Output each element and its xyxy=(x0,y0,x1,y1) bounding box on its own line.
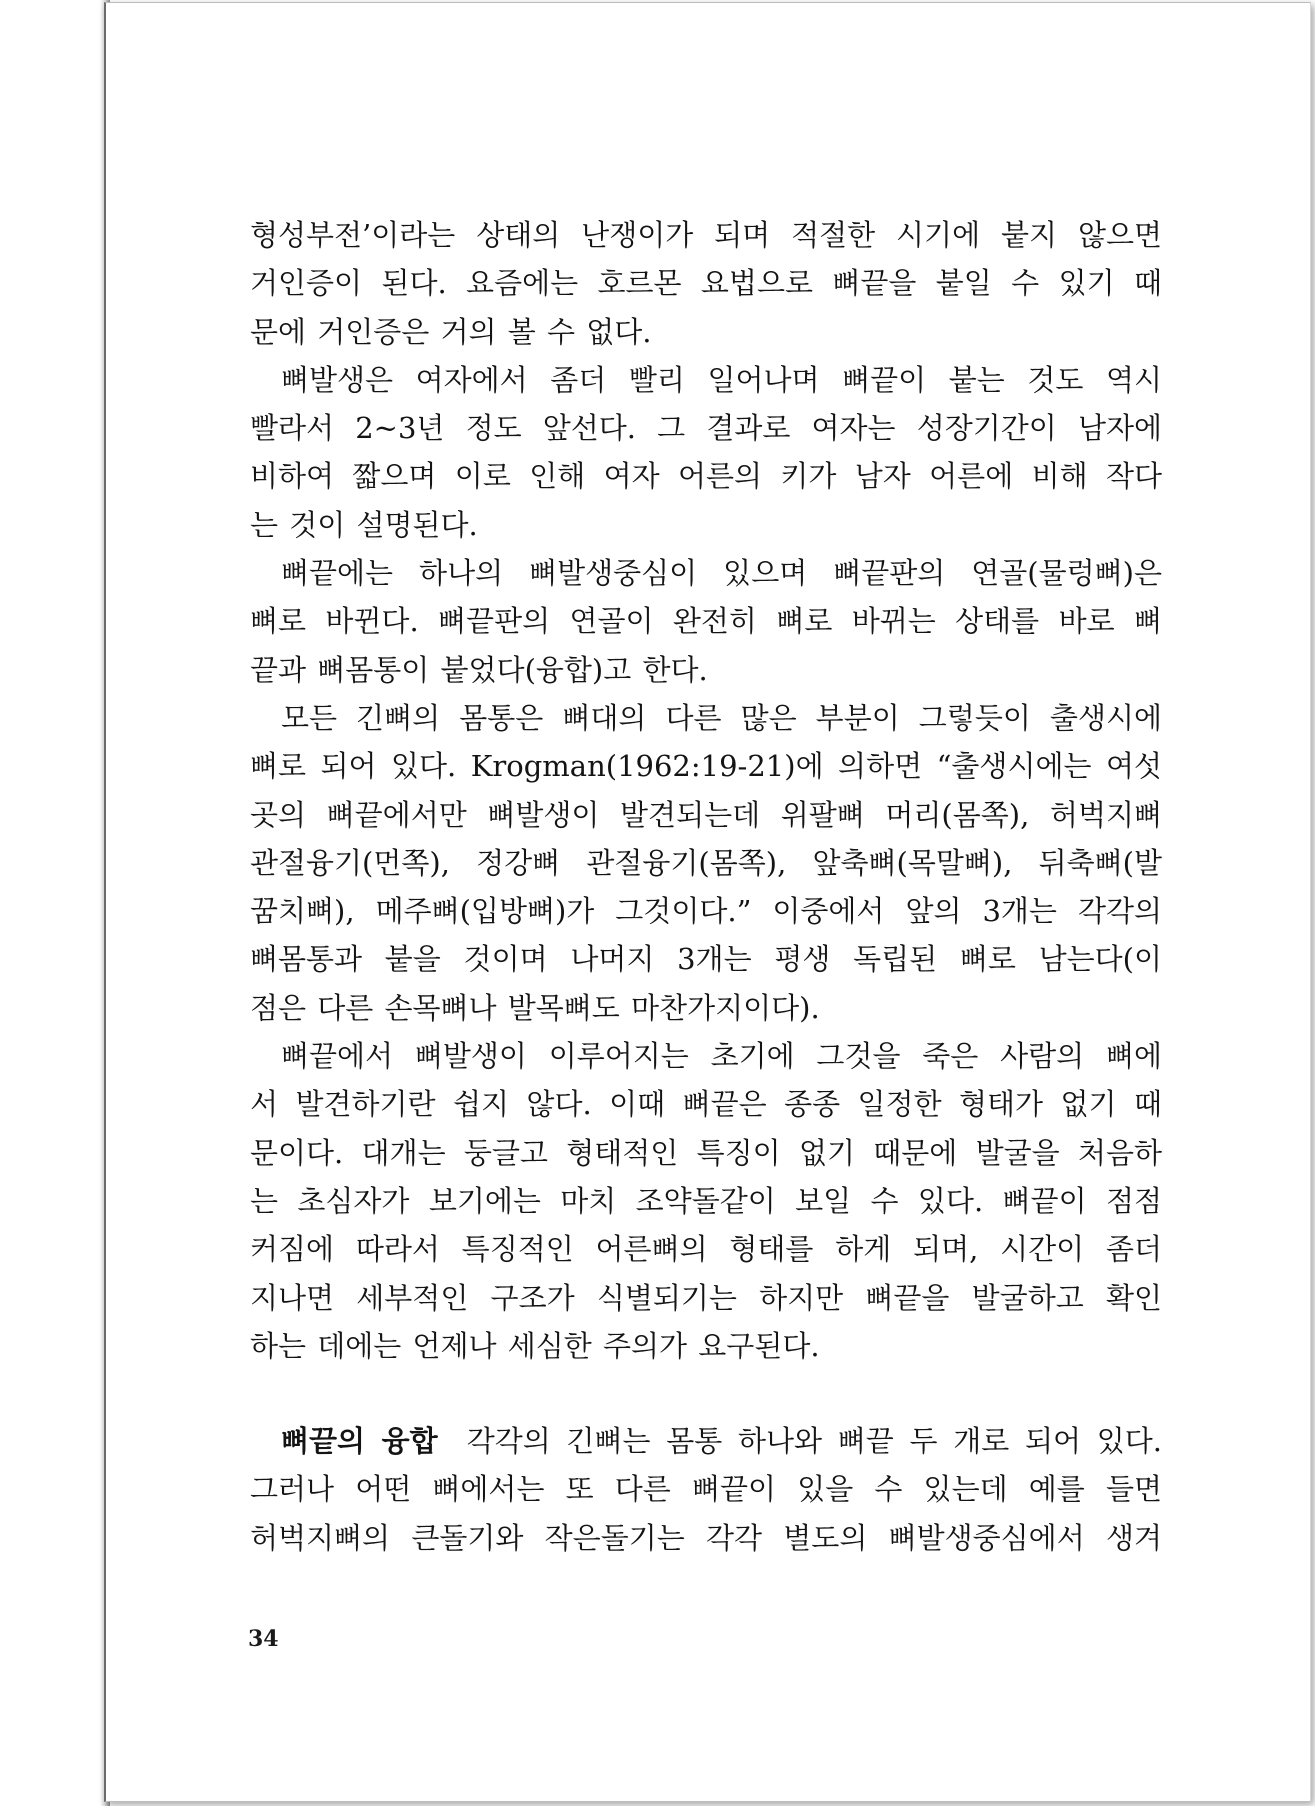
text-line xyxy=(250,1417,1162,1465)
text-line: 뼈끝에서 뼈발생이 이루어지는 초기에 그것을 죽은 사람의 뼈에 xyxy=(281,1039,1162,1074)
text-line: 문에 거인증은 거의 볼 수 없다. xyxy=(250,314,652,349)
text-line: 뼈몸통과 붙을 것이며 나머지 3개는 평생 독립된 뼈로 남는다(이 xyxy=(250,942,1162,977)
text-line: 비하여 짧으며 이로 인해 여자 어른의 키가 남자 어른에 비해 작다 xyxy=(250,459,1162,494)
text-line: 끝과 뼈몸통이 붙었다(융합)고 한다. xyxy=(250,652,708,687)
text-line: 모든 긴뼈의 몸통은 뼈대의 다른 많은 부분이 그렇듯이 출생시에 xyxy=(281,700,1162,735)
section-first-line: 각각의 긴뼈는 몸통 하나와 뼈끝 두 개로 되어 있다. xyxy=(466,1424,1163,1459)
text-line: 하는 데에는 언제나 세심한 주의가 요구된다. xyxy=(250,1328,820,1363)
text-line: 거인증이 된다. 요즘에는 호르몬 요법으로 뼈끝을 붙일 수 있기 때 xyxy=(250,266,1162,301)
text-line: 서 발견하기란 쉽지 않다. 이때 뼈끝은 종종 일정한 형태가 없기 때 xyxy=(250,1087,1162,1122)
text-line: 커짐에 따라서 특징적인 어른뼈의 형태를 하게 되며, 시간이 좀더 xyxy=(250,1232,1162,1267)
text-line: 는 것이 설명된다. xyxy=(250,507,478,542)
text-line: 점은 다른 손목뼈나 발목뼈도 마찬가지이다). xyxy=(250,990,820,1025)
text-line: 문이다. 대개는 둥글고 형태적인 특징이 없기 때문에 발굴을 처음하 xyxy=(250,1135,1162,1170)
text-line: 그러나 어떤 뼈에서는 또 다른 뼈끝이 있을 수 있는데 예를 들면 xyxy=(250,1472,1162,1507)
text-line: 곳의 뼈끝에서만 뼈발생이 발견되는데 위팔뼈 머리(몸쪽), 허벅지뼈 xyxy=(250,797,1162,832)
paragraph-3 xyxy=(250,549,1162,694)
text-line: 는 초심자가 보기에는 마치 조약돌같이 보일 수 있다. 뼈끝이 점점 xyxy=(250,1183,1162,1218)
paragraph-4 xyxy=(250,694,1162,1032)
text-line: 꿈치뼈), 메주뼈(입방뼈)가 그것이다.” 이중에서 앞의 3개는 각각의 xyxy=(250,894,1162,929)
text-line: 형성부전’이라는 상태의 난쟁이가 되며 적절한 시기에 붙지 않으면 xyxy=(250,218,1162,252)
text-line: 뼈끝에는 하나의 뼈발생중심이 있으며 뼈끝판의 연골(물렁뼈)은 xyxy=(281,556,1162,591)
page-number: 34 xyxy=(248,1626,279,1652)
text-line: 허벅지뼈의 큰돌기와 작은돌기는 각각 별도의 뼈발생중심에서 생겨 xyxy=(250,1520,1162,1555)
paragraph-5 xyxy=(250,1032,1162,1370)
section-paragraph xyxy=(250,1417,1162,1562)
text-line: 빨라서 2~3년 정도 앞선다. 그 결과로 여자는 성장기간이 남자에 xyxy=(250,411,1162,446)
section-spacer xyxy=(250,1370,1162,1417)
paragraph-2 xyxy=(250,356,1162,549)
text-line: 뼈로 되어 있다. Krogman(1962:19-21)에 의하면 “출생시에는 여섯 xyxy=(250,749,1162,784)
paragraph-1 xyxy=(250,211,1162,356)
text-line: 뼈발생은 여자에서 좀더 빨리 일어나며 뼈끝이 붙는 것도 역시 xyxy=(281,362,1162,397)
text-line: 지나면 세부적인 구조가 식별되기는 하지만 뼈끝을 발굴하고 확인 xyxy=(250,1280,1162,1315)
text-line: 관절융기(먼쪽), 정강뼈 관절융기(몸쪽), 앞축뼈(목말뼈), 뒤축뼈(발 xyxy=(250,845,1162,880)
section-heading: 뼈끝의 융합 xyxy=(281,1424,438,1459)
body-text xyxy=(250,211,1162,1562)
text-line: 뼈로 바뀐다. 뼈끝판의 연골이 완전히 뼈로 바뀌는 상태를 바로 뼈 xyxy=(250,604,1162,639)
